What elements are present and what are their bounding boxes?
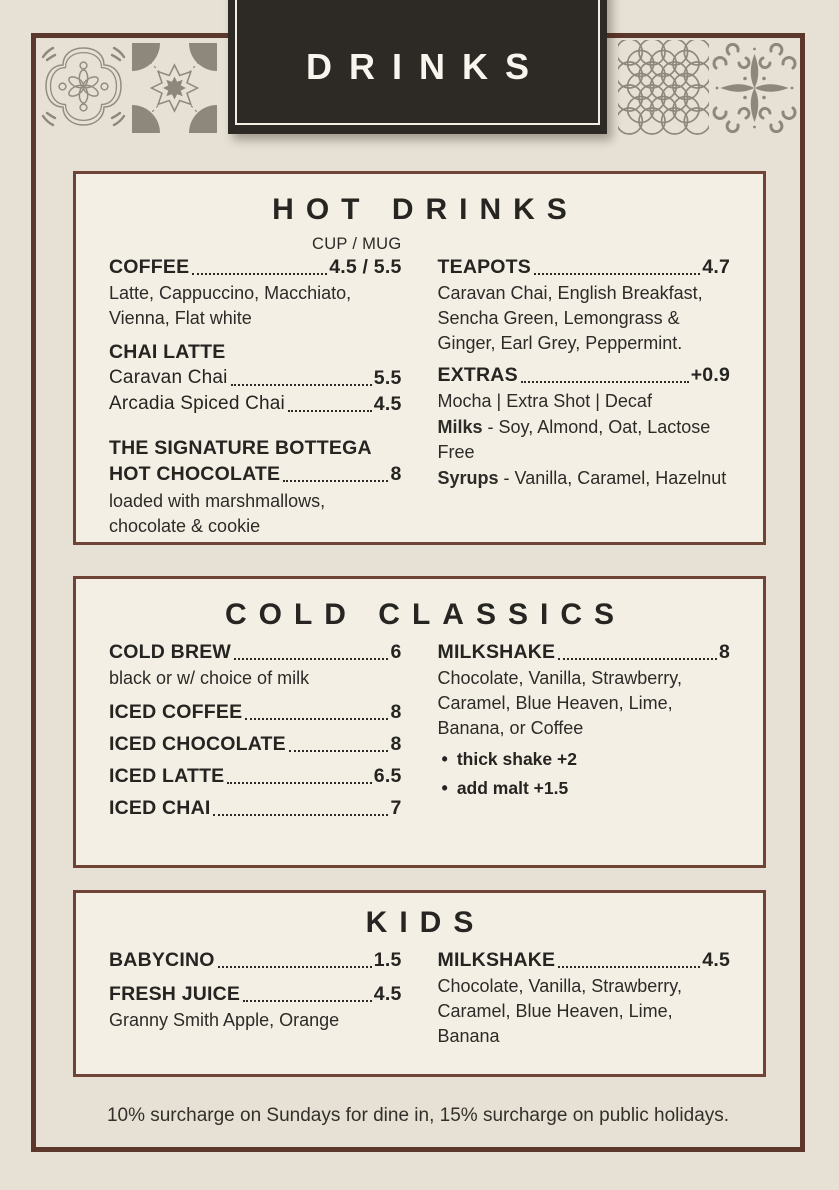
- decorative-tiles-right: [618, 40, 800, 136]
- item-desc: black or w/ choice of milk: [109, 668, 310, 688]
- item-price: 7: [390, 797, 402, 819]
- surcharge-note: 10% surcharge on Sundays for dine in, 15% surcharge on public holidays.: [106, 1105, 730, 1126]
- item-name: COFFEE: [109, 256, 190, 278]
- item-price: +0.9: [690, 364, 730, 386]
- menu-item-cold-brew: [109, 639, 402, 665]
- item-name: ICED COFFEE: [109, 701, 243, 723]
- dotted-leader: [521, 381, 689, 383]
- item-desc: Chocolate, Vanilla, Strawberry, Caramel, Blue Heaven, Lime, Banana: [437, 976, 682, 1046]
- item-price: 4.5: [702, 949, 730, 971]
- four-point-star-tile-icon: [709, 40, 800, 136]
- decorative-tiles-left: [38, 40, 220, 136]
- dotted-leader: [558, 966, 700, 968]
- page-title: DRINKS: [305, 45, 546, 87]
- item-price: 4.5 / 5.5: [329, 256, 402, 278]
- dotted-leader: [231, 384, 372, 386]
- item-desc: loaded with marshmallows, chocolate & cookie: [109, 491, 326, 536]
- menu-item-coffee: [109, 254, 402, 280]
- item-name: Caravan Chai: [109, 367, 228, 388]
- menu-item-fresh-juice: [109, 981, 402, 1007]
- menu-item-arcadia-spiced-chai: [109, 391, 402, 417]
- item-name: ICED CHOCOLATE: [109, 733, 286, 755]
- modifier-label: add malt +1.5: [456, 778, 569, 798]
- dotted-leader: [227, 782, 371, 784]
- syrups-list: - Vanilla, Caramel, Hazelnut: [498, 468, 727, 488]
- dotted-leader: [288, 410, 372, 412]
- item-name: BABYCINO: [109, 949, 215, 971]
- dotted-leader: [289, 750, 389, 752]
- section-kids: [73, 890, 766, 1077]
- item-price: 8: [390, 701, 402, 723]
- modifier-add-malt: [438, 774, 731, 803]
- item-price: 5.5: [373, 367, 402, 389]
- item-price: 8: [390, 733, 402, 755]
- modifier-label: thick shake +2: [456, 749, 577, 769]
- quatrefoil-tile-icon: [38, 40, 129, 136]
- milks-list: - Soy, Almond, Oat, Lactose Free: [437, 417, 711, 462]
- dotted-leader: [213, 814, 388, 816]
- menu-item-chai-latte: CHAI LATTE: [109, 341, 226, 363]
- item-name: FRESH JUICE: [109, 983, 241, 1005]
- hot-drinks-title: HOT DRINKS: [272, 193, 579, 226]
- menu-item-caravan-chai: [109, 365, 402, 391]
- menu-item-signature-hot-chocolate-line1: THE SIGNATURE BOTTEGA: [109, 437, 372, 459]
- item-price: 6: [390, 641, 402, 663]
- item-name: COLD BREW: [109, 641, 232, 663]
- dotted-leader: [218, 966, 372, 968]
- menu-item-extras: [438, 362, 731, 388]
- dotted-leader: [534, 273, 700, 275]
- menu-item-iced-chocolate: [109, 731, 402, 757]
- milks-label: Milks: [437, 417, 483, 437]
- kids-title: KIDS: [365, 906, 486, 939]
- item-desc: Latte, Cappuccino, Macchiato, Vienna, Flat white: [109, 283, 352, 328]
- price-column-header: CUP / MUG: [312, 235, 402, 253]
- syrups-label: Syrups: [437, 468, 499, 488]
- item-name: HOT CHOCOLATE: [109, 463, 281, 485]
- item-name: EXTRAS: [437, 364, 518, 386]
- menu-item-signature-hot-chocolate: [109, 461, 402, 487]
- menu-item-kids-milkshake: [438, 947, 731, 973]
- star-cross-tile-icon: [129, 40, 220, 136]
- item-price: 1.5: [373, 949, 402, 971]
- item-price: 4.5: [373, 983, 402, 1005]
- item-price: 8: [718, 641, 730, 663]
- item-desc: Granny Smith Apple, Orange: [109, 1010, 340, 1030]
- section-cold-classics: [73, 576, 766, 868]
- menu-item-babycino: [109, 947, 402, 973]
- banner-inner-border: [235, 0, 600, 125]
- dotted-leader: [558, 658, 717, 660]
- item-price: 8: [390, 463, 402, 485]
- item-name: ICED CHAI: [109, 797, 211, 819]
- bullet-icon: [438, 745, 457, 774]
- extras-milks: [438, 415, 731, 465]
- extras-syrups: [438, 466, 731, 491]
- extras-options: Mocha | Extra Shot | Decaf: [437, 391, 652, 411]
- menu-item-iced-chai: [109, 795, 402, 821]
- menu-item-iced-latte: [109, 763, 402, 789]
- item-name: MILKSHAKE: [437, 641, 556, 663]
- bullet-icon: [438, 774, 457, 803]
- item-price: 4.7: [702, 256, 730, 278]
- item-desc: Chocolate, Vanilla, Strawberry, Caramel, Blue Heaven, Lime, Banana, or Coffee: [437, 668, 682, 738]
- item-name: Arcadia Spiced Chai: [109, 393, 285, 414]
- dotted-leader: [243, 1000, 372, 1002]
- dotted-leader: [283, 480, 388, 482]
- item-name: TEAPOTS: [437, 256, 531, 278]
- dotted-leader: [192, 273, 327, 275]
- dotted-leader: [245, 718, 388, 720]
- item-desc: Caravan Chai, English Breakfast, Sencha Green, Lemongrass & Ginger, Earl Grey, Peppermint.: [437, 283, 703, 353]
- dotted-leader: [234, 658, 388, 660]
- title-banner: [228, 0, 607, 134]
- modifier-thick-shake: [438, 745, 731, 774]
- item-name: ICED LATTE: [109, 765, 225, 787]
- circle-lattice-tile-icon: [618, 40, 709, 136]
- menu-item-teapots: [438, 254, 731, 280]
- item-name: MILKSHAKE: [437, 949, 556, 971]
- cold-classics-title: COLD CLASSICS: [224, 598, 626, 631]
- menu-item-milkshake: [438, 639, 731, 665]
- section-hot-drinks: [73, 171, 766, 545]
- menu-item-iced-coffee: [109, 699, 402, 725]
- item-price: 6.5: [373, 765, 402, 787]
- item-price: 4.5: [373, 393, 402, 415]
